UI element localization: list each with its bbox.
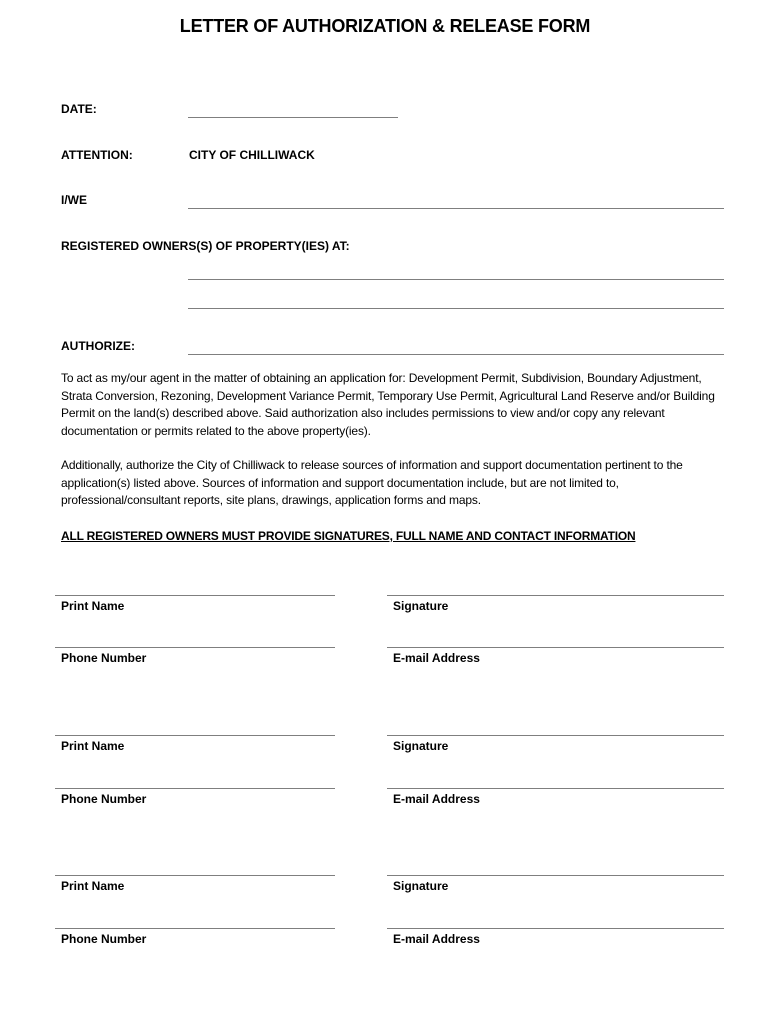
print-name-field[interactable]: [55, 595, 335, 596]
phone-number-field[interactable]: [55, 928, 335, 929]
phone-number-field[interactable]: [55, 647, 335, 648]
email-field[interactable]: [387, 928, 724, 929]
print-name-field[interactable]: [55, 735, 335, 736]
email-label: E-mail Address: [393, 792, 480, 806]
release-paragraph: Additionally, authorize the City of Chilliwack to release sources of information and support documentation pertinent to the application(s) listed above. Sources of information and support documentation include, but are not limited to, professional/consultant reports, site plans, drawings, application forms and maps.: [61, 458, 683, 507]
signature-field[interactable]: [387, 735, 724, 736]
signature-notice: ALL REGISTERED OWNERS MUST PROVIDE SIGNATURES, FULL NAME AND CONTACT INFORMATION: [61, 529, 636, 543]
date-field[interactable]: [188, 117, 398, 118]
signature-label: Signature: [393, 739, 449, 753]
authorize-label: AUTHORIZE:: [61, 339, 135, 353]
signature-label: Signature: [393, 879, 449, 893]
signature-field[interactable]: [387, 875, 724, 876]
phone-number-label: Phone Number: [61, 792, 147, 806]
attention-value: CITY OF CHILLIWACK: [189, 148, 315, 162]
email-label: E-mail Address: [393, 651, 480, 665]
attention-label: ATTENTION:: [61, 148, 133, 162]
print-name-label: Print Name: [61, 599, 125, 613]
authorize-field[interactable]: [188, 354, 724, 355]
date-label: DATE:: [61, 102, 97, 116]
phone-number-label: Phone Number: [61, 932, 147, 946]
iwe-field[interactable]: [188, 208, 724, 209]
print-name-field[interactable]: [55, 875, 335, 876]
form-title: LETTER OF AUTHORIZATION & RELEASE FORM: [179, 16, 591, 36]
email-field[interactable]: [387, 788, 724, 789]
phone-number-label: Phone Number: [61, 651, 147, 665]
print-name-label: Print Name: [61, 739, 125, 753]
owners-property-label: REGISTERED OWNERS(S) OF PROPERTY(IES) AT:: [61, 239, 350, 253]
signature-label: Signature: [393, 599, 449, 613]
email-label: E-mail Address: [393, 932, 480, 946]
property-address-line-1[interactable]: [188, 279, 724, 280]
property-address-line-2[interactable]: [188, 308, 724, 309]
phone-number-field[interactable]: [55, 788, 335, 789]
signature-field[interactable]: [387, 595, 724, 596]
print-name-label: Print Name: [61, 879, 125, 893]
iwe-label: I/WE: [61, 193, 87, 207]
email-field[interactable]: [387, 647, 724, 648]
authorization-paragraph: To act as my/our agent in the matter of obtaining an application for: Development Permit, Subdivision, Boundary Adjustment, Strata Conversion, Rezoning, Development Variance Permit, Temporary Use Permit, Agricultural Land Reserve and/or Building Permit on the land(s) described above. Said authorization also includes permissions to view and/or copy any relevant documentation or permits related to the above property(ies).: [61, 371, 715, 438]
